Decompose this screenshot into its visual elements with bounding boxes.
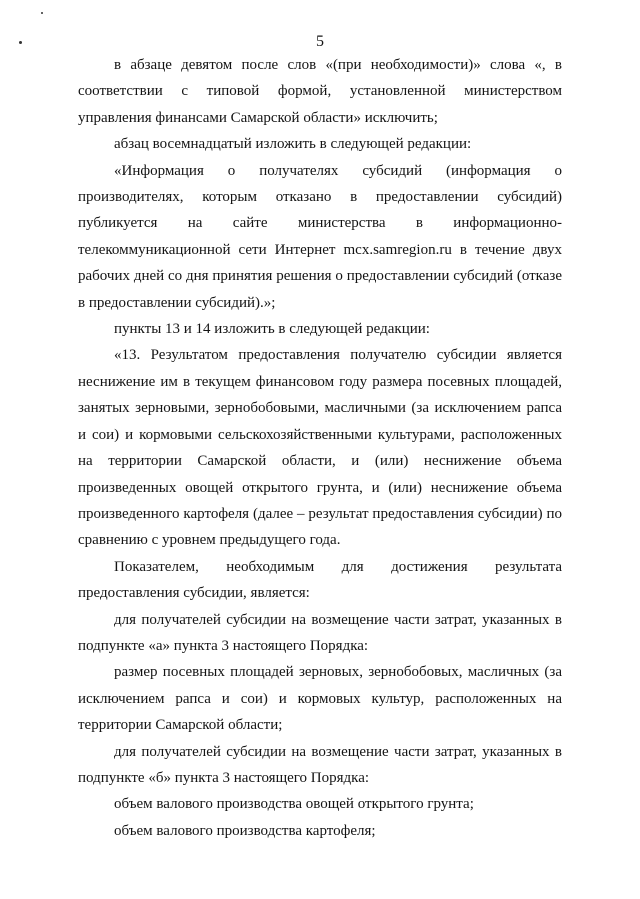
paragraph: абзац восемнадцатый изложить в следующей редакции: [114, 136, 472, 153]
page-number: 5 [316, 33, 324, 50]
paragraph: «13. Результатом предоставления получателю субсидии является неснижение им в текущем финансовом году размера посевных площадей, занятых зерновыми, зернобобовыми, масличными (за исключением рапса и сои) и кормовыми сельскохозяйственными культурами, расположенных на территории Самарской области, и (или) неснижение объема произведенных овощей открытого грунта, и (или) неснижение объема произведенного картофеля (далее – результат предоставления субсидии) по сравнению с уровнем предыдущего года. [78, 347, 562, 549]
paragraph: для получателей субсидии на возмещение части затрат, указанных в подпункте «а» пункта 3 настоящего Порядка: [78, 611, 562, 654]
paragraph: для получателей субсидии на возмещение части затрат, указанных в подпункте «б» пункта 3 настоящего Порядка: [78, 743, 562, 786]
paragraph: объем валового производства овощей открытого грунта; [114, 796, 474, 813]
paragraph: в абзаце девятом после слов «(при необходимости)» слова «, в соответствии с типовой формой, установленной министерством управления финансами Самарской области» исключить; [78, 57, 562, 126]
paragraph: пункты 13 и 14 изложить в следующей редакции: [114, 321, 430, 338]
paragraph: размер посевных площадей зерновых, зернобобовых, масличных (за исключением рапса и сои) и кормовых культур, расположенных на территории Самарской области; [78, 664, 562, 734]
document-body [78, 52, 562, 844]
paragraph: Показателем, необходимым для достижения результата предоставления субсидии, является: [78, 558, 562, 602]
paragraph: «Информация о получателях субсидий (информация о производителях, которым отказано в предоставлении субсидий) публикуется на сайте министерства в информационно-телекоммуникационной сети Интернет mcx.samregion.ru в течение двух рабочих дней со дня принятия решения о предоставлении субсидий (отказе в предоставлении субсидий).»; [78, 162, 562, 311]
paragraph: объем валового производства картофеля; [114, 822, 376, 839]
scan-speck [41, 12, 43, 14]
